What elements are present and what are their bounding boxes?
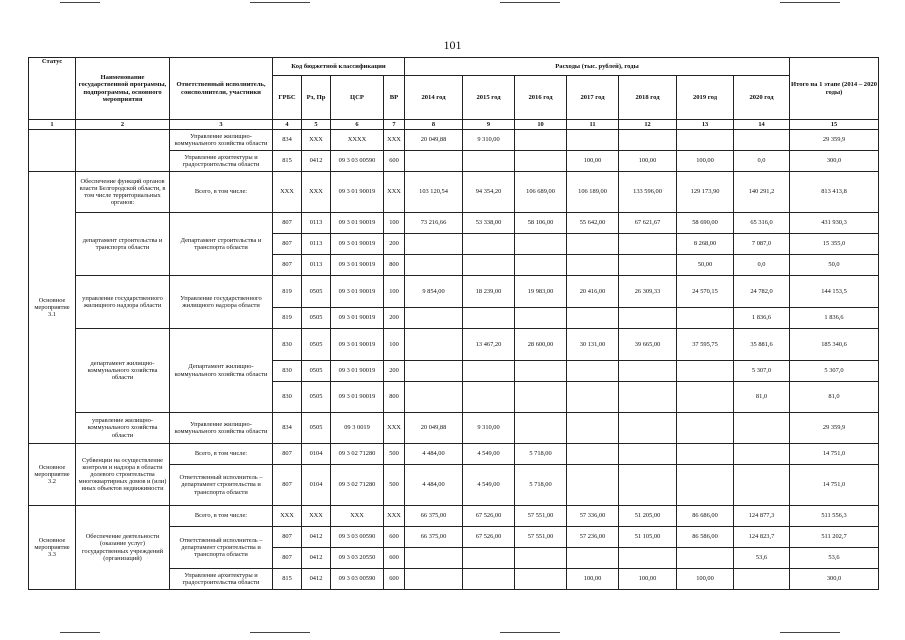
column-number: 3 <box>170 120 273 130</box>
csr-cell: 09 3 03 00590 <box>331 569 384 590</box>
year-value-cell: 19 983,00 <box>515 276 567 308</box>
vr-cell: XXX <box>384 130 405 151</box>
responsible-cell: Всего, в том числе: <box>170 506 273 527</box>
year-value-cell <box>567 444 619 465</box>
header-year: 2017 год <box>567 76 619 120</box>
year-value-cell: 57 551,00 <box>515 506 567 527</box>
total-cell: 5 307,0 <box>790 361 879 382</box>
year-value-cell: 67 621,67 <box>619 213 677 234</box>
header-responsible: Ответственный исполнитель, соисполнители, участники <box>170 58 273 120</box>
top-rule <box>500 2 560 3</box>
responsible-cell: Управление архитектуры и градостроительства области <box>170 151 273 172</box>
header-total: Итого на 1 этапе (2014 – 2020 годы) <box>790 58 879 120</box>
column-number: 5 <box>302 120 331 130</box>
year-value-cell <box>515 151 567 172</box>
bottom-rule <box>60 632 100 633</box>
csr-cell: 09 3 01 90019 <box>331 329 384 361</box>
top-rule <box>780 2 840 3</box>
total-cell: 29 359,9 <box>790 413 879 444</box>
status-cell <box>29 130 76 172</box>
status-cell: Основное мероприятие 3.3 <box>29 506 76 590</box>
rzpr-cell: 0113 <box>302 234 331 255</box>
year-value-cell: 5 307,0 <box>734 361 790 382</box>
vr-cell: XXX <box>384 172 405 213</box>
year-value-cell: 35 881,6 <box>734 329 790 361</box>
header-status: Статус <box>29 58 76 120</box>
year-value-cell: 67 526,00 <box>463 506 515 527</box>
year-value-cell <box>463 234 515 255</box>
year-value-cell <box>463 548 515 569</box>
total-cell: 185 340,6 <box>790 329 879 361</box>
year-value-cell <box>619 465 677 506</box>
vr-cell: 100 <box>384 213 405 234</box>
year-value-cell: 4 484,00 <box>405 444 463 465</box>
year-value-cell <box>405 382 463 413</box>
year-value-cell: 65 316,0 <box>734 213 790 234</box>
year-value-cell <box>567 382 619 413</box>
bottom-rule <box>250 632 310 633</box>
year-value-cell <box>619 444 677 465</box>
year-value-cell: 106 689,00 <box>515 172 567 213</box>
grbs-cell: 819 <box>273 308 302 329</box>
total-cell: 29 359,9 <box>790 130 879 151</box>
status-cell: Основное мероприятие 3.1 <box>29 172 76 444</box>
year-value-cell <box>677 413 734 444</box>
year-value-cell: 100,00 <box>619 151 677 172</box>
top-rule <box>250 2 310 3</box>
responsible-cell: Ответственный исполнитель – департамент строительства и транспорта области <box>170 465 273 506</box>
year-value-cell <box>619 255 677 276</box>
year-value-cell <box>619 413 677 444</box>
year-value-cell: 0,0 <box>734 151 790 172</box>
year-value-cell <box>463 255 515 276</box>
bottom-rule <box>780 632 840 633</box>
total-cell: 14 751,0 <box>790 444 879 465</box>
responsible-cell: Департамент жилищно-коммунального хозяйства области <box>170 329 273 413</box>
grbs-cell: 830 <box>273 329 302 361</box>
year-value-cell: 73 216,66 <box>405 213 463 234</box>
responsible-cell: Управление государственного жилищного надзора области <box>170 276 273 329</box>
rzpr-cell: 0505 <box>302 276 331 308</box>
header-year: 2015 год <box>463 76 515 120</box>
csr-cell: 09 3 01 90019 <box>331 276 384 308</box>
year-value-cell <box>515 382 567 413</box>
header-expenses: Расходы (тыс. рублей), годы <box>405 58 790 76</box>
year-value-cell <box>515 130 567 151</box>
grbs-cell: 815 <box>273 151 302 172</box>
year-value-cell <box>515 308 567 329</box>
year-value-cell <box>567 130 619 151</box>
grbs-cell: XXX <box>273 172 302 213</box>
vr-cell: 100 <box>384 276 405 308</box>
year-value-cell: 51 205,00 <box>619 506 677 527</box>
total-cell: 1 836,6 <box>790 308 879 329</box>
year-value-cell <box>677 465 734 506</box>
table-row <box>29 506 879 527</box>
column-number: 1 <box>29 120 76 130</box>
year-value-cell: 66 375,00 <box>405 506 463 527</box>
year-value-cell: 4 484,00 <box>405 465 463 506</box>
rzpr-cell: 0505 <box>302 382 331 413</box>
year-value-cell: 100,00 <box>677 569 734 590</box>
column-number: 4 <box>273 120 302 130</box>
year-value-cell: 100,00 <box>677 151 734 172</box>
year-value-cell: 100,00 <box>619 569 677 590</box>
csr-cell: 09 3 03 00590 <box>331 151 384 172</box>
program-name-cell: Субвенции на осуществление контроля и надзора в области долевого строительства многоквартирных домов и (или) иных объектов недвижимости <box>76 444 170 506</box>
year-value-cell: 81,0 <box>734 382 790 413</box>
rzpr-cell: 0505 <box>302 308 331 329</box>
year-value-cell: 129 173,90 <box>677 172 734 213</box>
status-cell: Основное мероприятие 3.2 <box>29 444 76 506</box>
vr-cell: 600 <box>384 151 405 172</box>
year-value-cell <box>677 382 734 413</box>
year-value-cell <box>677 444 734 465</box>
total-cell: 81,0 <box>790 382 879 413</box>
year-value-cell: 24 782,0 <box>734 276 790 308</box>
rzpr-cell: 0113 <box>302 213 331 234</box>
year-value-cell: 100,00 <box>567 569 619 590</box>
rzpr-cell: 0505 <box>302 329 331 361</box>
year-value-cell: 4 549,00 <box>463 444 515 465</box>
vr-cell: 500 <box>384 444 405 465</box>
year-value-cell: 9 310,00 <box>463 413 515 444</box>
grbs-cell: 819 <box>273 276 302 308</box>
rzpr-cell: 0104 <box>302 465 331 506</box>
rzpr-cell: 0505 <box>302 413 331 444</box>
year-value-cell <box>619 308 677 329</box>
column-number: 9 <box>463 120 515 130</box>
year-value-cell <box>619 234 677 255</box>
year-value-cell <box>677 130 734 151</box>
year-value-cell: 39 665,00 <box>619 329 677 361</box>
column-number: 13 <box>677 120 734 130</box>
year-value-cell <box>734 413 790 444</box>
csr-cell: 09 3 03 20550 <box>331 548 384 569</box>
year-value-cell: 26 309,33 <box>619 276 677 308</box>
header-name: Наименование государственной программы, подпрограммы, основного мероприятия <box>76 58 170 120</box>
year-value-cell: 67 526,00 <box>463 527 515 548</box>
vr-cell: XXX <box>384 506 405 527</box>
year-value-cell <box>619 382 677 413</box>
year-value-cell <box>677 361 734 382</box>
total-cell: 144 153,5 <box>790 276 879 308</box>
year-value-cell <box>619 130 677 151</box>
year-value-cell <box>567 234 619 255</box>
table-row <box>29 329 879 361</box>
total-cell: 300,0 <box>790 151 879 172</box>
top-rule <box>60 2 100 3</box>
vr-cell: 600 <box>384 569 405 590</box>
header-rzpr: Рз, Пр <box>302 76 331 120</box>
year-value-cell <box>567 465 619 506</box>
grbs-cell: 815 <box>273 569 302 590</box>
year-value-cell <box>677 548 734 569</box>
year-value-cell: 100,00 <box>567 151 619 172</box>
rzpr-cell: 0505 <box>302 361 331 382</box>
vr-cell: 800 <box>384 382 405 413</box>
year-value-cell <box>677 308 734 329</box>
year-value-cell: 9 310,00 <box>463 130 515 151</box>
year-value-cell <box>405 234 463 255</box>
total-cell: 511 556,3 <box>790 506 879 527</box>
budget-table <box>28 57 879 590</box>
header-year: 2016 год <box>515 76 567 120</box>
year-value-cell: 106 189,00 <box>567 172 619 213</box>
year-value-cell: 58 690,00 <box>677 213 734 234</box>
year-value-cell <box>405 329 463 361</box>
csr-cell: XXXX <box>331 130 384 151</box>
year-value-cell: 5 718,00 <box>515 444 567 465</box>
year-value-cell <box>515 569 567 590</box>
year-value-cell <box>515 361 567 382</box>
year-value-cell <box>463 151 515 172</box>
vr-cell: 200 <box>384 234 405 255</box>
csr-cell: 09 3 02 71280 <box>331 444 384 465</box>
grbs-cell: 807 <box>273 255 302 276</box>
bottom-rule <box>500 632 560 633</box>
table-row <box>29 276 879 308</box>
total-cell: 53,6 <box>790 548 879 569</box>
program-name-cell: управление государственного жилищного надзора области <box>76 276 170 329</box>
year-value-cell: 140 291,2 <box>734 172 790 213</box>
total-cell: 431 930,3 <box>790 213 879 234</box>
rzpr-cell: XXX <box>302 172 331 213</box>
column-number: 10 <box>515 120 567 130</box>
csr-cell: 09 3 01 90019 <box>331 172 384 213</box>
vr-cell: XXX <box>384 413 405 444</box>
rzpr-cell: XXX <box>302 506 331 527</box>
year-value-cell: 58 106,00 <box>515 213 567 234</box>
csr-cell: 09 3 0019 <box>331 413 384 444</box>
year-value-cell: 37 595,75 <box>677 329 734 361</box>
grbs-cell: 834 <box>273 130 302 151</box>
year-value-cell: 57 236,00 <box>567 527 619 548</box>
vr-cell: 500 <box>384 465 405 506</box>
column-number: 2 <box>76 120 170 130</box>
year-value-cell <box>405 361 463 382</box>
table-body <box>29 120 879 590</box>
grbs-cell: 807 <box>273 465 302 506</box>
column-number: 14 <box>734 120 790 130</box>
rzpr-cell: 0412 <box>302 548 331 569</box>
responsible-cell: Ответственный исполнитель – департамент строительства и транспорта области <box>170 527 273 569</box>
year-value-cell <box>619 548 677 569</box>
responsible-cell: Управление жилищно-коммунального хозяйства области <box>170 130 273 151</box>
year-value-cell: 13 467,20 <box>463 329 515 361</box>
rzpr-cell: 0412 <box>302 569 331 590</box>
year-value-cell <box>405 569 463 590</box>
header-csr: ЦСР <box>331 76 384 120</box>
year-value-cell: 1 836,6 <box>734 308 790 329</box>
year-value-cell: 5 718,00 <box>515 465 567 506</box>
year-value-cell: 53 338,00 <box>463 213 515 234</box>
year-value-cell <box>405 151 463 172</box>
year-value-cell: 30 131,00 <box>567 329 619 361</box>
year-value-cell <box>515 255 567 276</box>
csr-cell: 09 3 01 90019 <box>331 308 384 329</box>
year-value-cell: 4 549,00 <box>463 465 515 506</box>
year-value-cell: 124 823,7 <box>734 527 790 548</box>
year-value-cell <box>567 308 619 329</box>
program-name-cell: департамент жилищно-коммунального хозяйства области <box>76 329 170 413</box>
grbs-cell: 830 <box>273 382 302 413</box>
table-row <box>29 130 879 151</box>
csr-cell: 09 3 03 00590 <box>331 527 384 548</box>
year-value-cell <box>567 413 619 444</box>
year-value-cell <box>515 234 567 255</box>
vr-cell: 100 <box>384 329 405 361</box>
column-number: 7 <box>384 120 405 130</box>
rzpr-cell: 0412 <box>302 527 331 548</box>
year-value-cell: 51 105,00 <box>619 527 677 548</box>
grbs-cell: 834 <box>273 413 302 444</box>
year-value-cell: 57 336,00 <box>567 506 619 527</box>
responsible-cell: Управление архитектуры и градостроительства области <box>170 569 273 590</box>
table-row <box>29 413 879 444</box>
year-value-cell <box>734 569 790 590</box>
year-value-cell: 50,00 <box>677 255 734 276</box>
year-value-cell: 55 642,00 <box>567 213 619 234</box>
year-value-cell <box>567 255 619 276</box>
grbs-cell: 807 <box>273 548 302 569</box>
vr-cell: 200 <box>384 361 405 382</box>
grbs-cell: XXX <box>273 506 302 527</box>
vr-cell: 600 <box>384 548 405 569</box>
year-value-cell: 86 586,00 <box>677 527 734 548</box>
responsible-cell: Всего, в том числе: <box>170 444 273 465</box>
year-value-cell: 20 416,00 <box>567 276 619 308</box>
year-value-cell: 18 239,00 <box>463 276 515 308</box>
program-name-cell <box>76 130 170 172</box>
header-year: 2014 год <box>405 76 463 120</box>
year-value-cell: 133 596,00 <box>619 172 677 213</box>
grbs-cell: 807 <box>273 444 302 465</box>
year-value-cell <box>405 308 463 329</box>
responsible-cell: Управление жилищно-коммунального хозяйства области <box>170 413 273 444</box>
year-value-cell: 8 268,00 <box>677 234 734 255</box>
total-cell: 15 355,0 <box>790 234 879 255</box>
year-value-cell <box>515 413 567 444</box>
year-value-cell: 86 686,00 <box>677 506 734 527</box>
year-value-cell: 124 877,3 <box>734 506 790 527</box>
rzpr-cell: 0113 <box>302 255 331 276</box>
header-vr: ВР <box>384 76 405 120</box>
program-name-cell: управление жилищно-коммунального хозяйства области <box>76 413 170 444</box>
year-value-cell: 9 854,00 <box>405 276 463 308</box>
year-value-cell: 20 049,88 <box>405 130 463 151</box>
csr-cell: 09 3 01 90019 <box>331 382 384 413</box>
column-number: 12 <box>619 120 677 130</box>
year-value-cell: 0,0 <box>734 255 790 276</box>
rzpr-cell: XXX <box>302 130 331 151</box>
year-value-cell <box>463 569 515 590</box>
csr-cell: 09 3 01 90019 <box>331 213 384 234</box>
page-number: 101 <box>443 38 462 52</box>
header-year: 2019 год <box>677 76 734 120</box>
year-value-cell <box>567 548 619 569</box>
grbs-cell: 830 <box>273 361 302 382</box>
total-cell: 14 751,0 <box>790 465 879 506</box>
total-cell: 50,0 <box>790 255 879 276</box>
header-year: 2020 год <box>734 76 790 120</box>
csr-cell: 09 3 01 90019 <box>331 255 384 276</box>
program-name-cell: Обеспечение деятельности (оказание услуг) государственных учреждений (организаций) <box>76 506 170 590</box>
year-value-cell <box>463 361 515 382</box>
csr-cell: 09 3 01 90019 <box>331 361 384 382</box>
csr-cell: XXX <box>331 506 384 527</box>
year-value-cell: 57 551,00 <box>515 527 567 548</box>
year-value-cell <box>463 382 515 413</box>
vr-cell: 800 <box>384 255 405 276</box>
year-value-cell <box>515 548 567 569</box>
year-value-cell <box>734 130 790 151</box>
column-number: 15 <box>790 120 879 130</box>
year-value-cell <box>734 444 790 465</box>
year-value-cell <box>463 308 515 329</box>
header-grbs: ГРБС <box>273 76 302 120</box>
vr-cell: 600 <box>384 527 405 548</box>
csr-cell: 09 3 02 71280 <box>331 465 384 506</box>
year-value-cell <box>734 465 790 506</box>
year-value-cell <box>567 361 619 382</box>
total-cell: 511 202,7 <box>790 527 879 548</box>
header-year: 2018 год <box>619 76 677 120</box>
year-value-cell: 24 570,15 <box>677 276 734 308</box>
table-row <box>29 172 879 213</box>
year-value-cell: 94 354,20 <box>463 172 515 213</box>
responsible-cell: Всего, в том числе: <box>170 172 273 213</box>
vr-cell: 200 <box>384 308 405 329</box>
year-value-cell: 7 087,0 <box>734 234 790 255</box>
column-number: 11 <box>567 120 619 130</box>
table-row <box>29 444 879 465</box>
year-value-cell <box>619 361 677 382</box>
table-row <box>29 213 879 234</box>
column-number: 8 <box>405 120 463 130</box>
year-value-cell: 53,6 <box>734 548 790 569</box>
year-value-cell: 20 049,88 <box>405 413 463 444</box>
column-number-row <box>29 120 879 130</box>
total-cell: 813 413,8 <box>790 172 879 213</box>
program-name-cell: департамент строительства и транспорта области <box>76 213 170 276</box>
header-budget-code: Код бюджетной классификации <box>273 58 405 76</box>
year-value-cell: 103 120,54 <box>405 172 463 213</box>
year-value-cell <box>405 255 463 276</box>
program-name-cell: Обеспечение функций органов власти Белгородской области, в том числе территориальных органов: <box>76 172 170 213</box>
grbs-cell: 807 <box>273 213 302 234</box>
csr-cell: 09 3 01 90019 <box>331 234 384 255</box>
column-number: 6 <box>331 120 384 130</box>
rzpr-cell: 0412 <box>302 151 331 172</box>
rzpr-cell: 0104 <box>302 444 331 465</box>
total-cell: 300,0 <box>790 569 879 590</box>
grbs-cell: 807 <box>273 234 302 255</box>
year-value-cell: 28 600,00 <box>515 329 567 361</box>
year-value-cell: 66 375,00 <box>405 527 463 548</box>
year-value-cell <box>405 548 463 569</box>
responsible-cell: Департамент строительства и транспорта области <box>170 213 273 276</box>
grbs-cell: 807 <box>273 527 302 548</box>
